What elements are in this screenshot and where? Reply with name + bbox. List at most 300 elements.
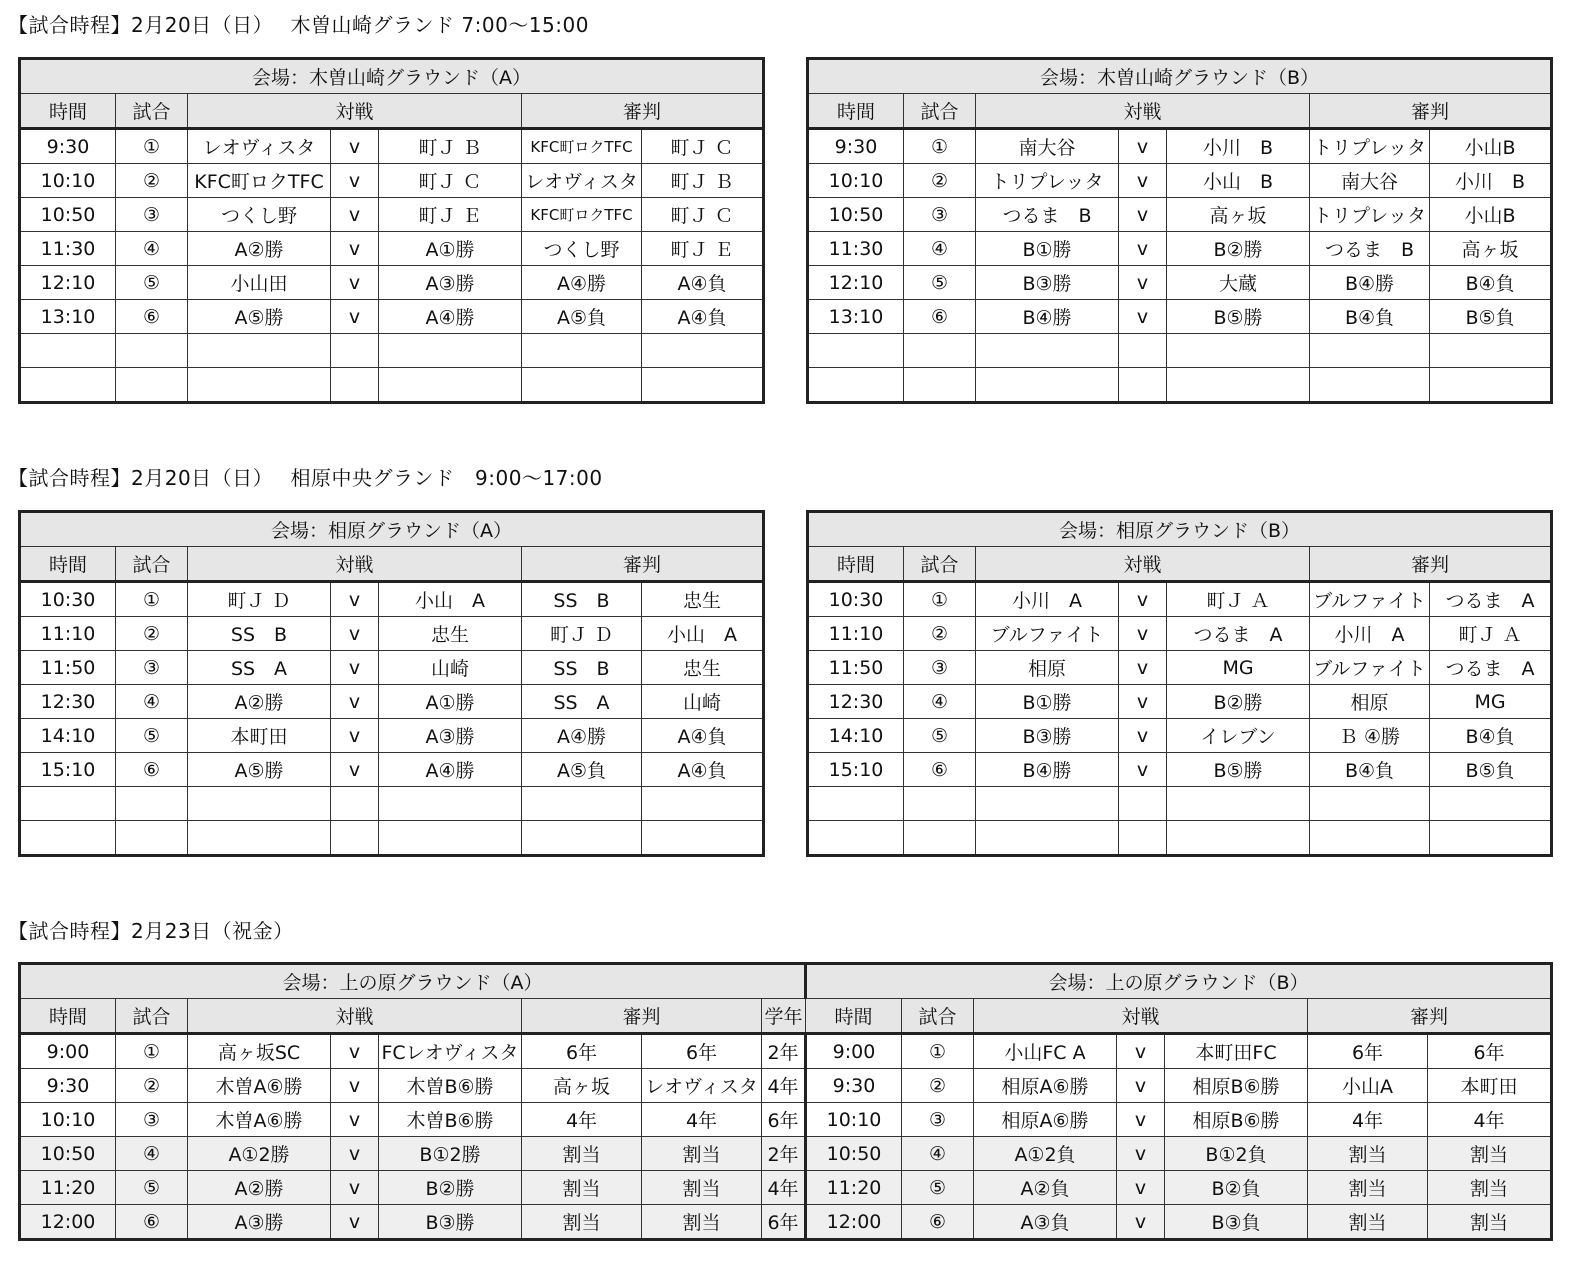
referee-cell-1 [522,787,642,821]
versus-cell: v [1117,1137,1165,1171]
versus-cell: v [331,685,379,719]
referee-cell-2: 4年 [1428,1103,1552,1137]
team-away-cell: B②負 [1165,1171,1308,1205]
col-referee: 審判 [522,547,764,582]
time-cell: 11:30 [808,232,904,266]
referee-cell-2: MG [1430,685,1552,719]
time-cell: 9:00 [806,1034,902,1069]
match-number-cell: ① [116,129,188,164]
table-row [808,164,1552,198]
team-home-cell: SS B [188,617,331,651]
team-home-cell: A②勝 [188,232,331,266]
time-cell: 11:20 [20,1171,116,1205]
match-number-cell: ③ [116,651,188,685]
team-home-cell: SS A [188,651,331,685]
time-cell: 9:30 [20,1069,116,1103]
referee-cell-2: A④負 [642,266,764,300]
col-grade: 学年 [762,999,806,1034]
team-home-cell: 木曽A⑥勝 [188,1069,331,1103]
time-cell [808,787,904,821]
team-away-cell: 町Ｊ Ｅ [379,198,522,232]
match-number-cell: ③ [116,198,188,232]
versus-cell: v [1119,232,1167,266]
time-cell: 10:10 [808,164,904,198]
match-number-cell: ④ [904,232,976,266]
referee-cell-2: 町Ｊ Ｂ [642,164,764,198]
time-cell [808,334,904,368]
match-number-cell: ② [116,1069,188,1103]
team-home-cell: B④勝 [976,753,1119,787]
team-home-cell: A②勝 [188,1171,331,1205]
col-match: 試合 [904,547,976,582]
team-away-cell: 大蔵 [1167,266,1310,300]
match-number-cell: ② [116,164,188,198]
referee-cell-1: Ｂ ④勝 [1310,719,1430,753]
team-away-cell: 小川 B [1167,129,1310,164]
col-versus: 対戦 [976,94,1310,129]
versus-cell: v [331,1069,379,1103]
versus-cell: v [1119,582,1167,617]
referee-cell-2: 小山B [1430,129,1552,164]
versus-cell: v [331,582,379,617]
referee-cell-1: A⑤負 [522,753,642,787]
schedule-table-kiso-b [806,57,1553,404]
versus-cell: v [331,1103,379,1137]
match-number-cell: ② [902,1069,974,1103]
match-number-cell: ⑥ [904,300,976,334]
table-row [20,617,764,651]
referee-cell-2: 町Ｊ Ａ [1430,617,1552,651]
versus-cell: v [331,753,379,787]
team-away-cell: B②勝 [379,1171,522,1205]
time-cell: 13:10 [808,300,904,334]
team-home-cell [188,821,331,856]
versus-cell: v [331,1171,379,1205]
time-cell: 14:10 [20,719,116,753]
team-away-cell: B②勝 [1167,685,1310,719]
versus-cell [1119,368,1167,403]
referee-cell-1: SS B [522,651,642,685]
team-home-cell [188,787,331,821]
versus-cell: v [331,719,379,753]
team-away-cell: A①勝 [379,685,522,719]
versus-cell: v [1117,1034,1165,1069]
versus-cell: v [1119,753,1167,787]
table-row [808,685,1552,719]
team-away-cell: つるま A [1167,617,1310,651]
team-home-cell: 本町田 [188,719,331,753]
referee-cell-2: B⑤負 [1430,300,1552,334]
col-versus: 対戦 [974,999,1308,1034]
table-row [20,300,764,334]
grade-cell: 6年 [762,1103,806,1137]
referee-cell-2: 割当 [642,1171,762,1205]
grade-cell: 2年 [762,1137,806,1171]
team-home-cell: トリプレッタ [976,164,1119,198]
match-number-cell: ⑤ [902,1171,974,1205]
match-number-cell: ③ [904,198,976,232]
referee-cell-2: B④負 [1430,719,1552,753]
time-cell [808,821,904,856]
match-number-cell [116,334,188,368]
referee-cell-1: A④勝 [522,719,642,753]
team-home-cell: B③勝 [976,266,1119,300]
referee-cell-1: つくし野 [522,232,642,266]
team-away-cell: 小山 A [379,582,522,617]
team-home-cell: 町Ｊ Ｄ [188,582,331,617]
col-match: 試合 [116,999,188,1034]
venue-title-a: 会場：上の原グラウンド（A） [20,964,806,999]
table-row [20,719,764,753]
match-number-cell: ⑥ [116,300,188,334]
team-home-cell: B①勝 [976,232,1119,266]
time-cell: 10:30 [808,582,904,617]
team-away-cell: 相原B⑥勝 [1165,1069,1308,1103]
referee-cell-2: 忠生 [642,582,764,617]
match-number-cell: ④ [904,685,976,719]
referee-cell-2: 町Ｊ Ｃ [642,129,764,164]
referee-cell-2: B⑤負 [1430,753,1552,787]
match-number-cell: ④ [902,1137,974,1171]
team-home-cell: 相原A⑥勝 [974,1103,1117,1137]
team-away-cell: 木曽B⑥勝 [379,1103,522,1137]
table-row [808,232,1552,266]
match-number-cell: ① [904,129,976,164]
col-referee: 審判 [522,94,764,129]
team-home-cell: 相原A⑥勝 [974,1069,1117,1103]
table-row [20,1205,1552,1240]
referee-cell-1: ブルファイト [1310,582,1430,617]
time-cell: 11:50 [808,651,904,685]
referee-cell-2 [1430,334,1552,368]
referee-cell-1: 割当 [522,1205,642,1240]
time-cell: 11:10 [808,617,904,651]
referee-cell-1: B④負 [1310,300,1430,334]
match-number-cell [904,368,976,403]
time-cell: 12:30 [808,685,904,719]
team-away-cell: B③負 [1165,1205,1308,1240]
team-home-cell: KFC町ロクTFC [188,164,331,198]
table-row [808,368,1552,403]
versus-cell [331,821,379,856]
time-cell: 12:10 [808,266,904,300]
team-away-cell: A④勝 [379,753,522,787]
table-row [808,651,1552,685]
referee-cell-1 [1310,334,1430,368]
time-cell: 12:00 [806,1205,902,1240]
team-away-cell: 高ヶ坂 [1167,198,1310,232]
versus-cell: v [1119,129,1167,164]
team-home-cell: A⑤勝 [188,300,331,334]
match-number-cell: ③ [116,1103,188,1137]
team-away-cell: イレブン [1167,719,1310,753]
referee-cell-1 [522,368,642,403]
referee-cell-2: 割当 [1428,1137,1552,1171]
team-away-cell: B②勝 [1167,232,1310,266]
team-home-cell: 小山FC A [974,1034,1117,1069]
table-row [808,266,1552,300]
referee-cell-1: 割当 [1308,1205,1428,1240]
referee-cell-2: 山崎 [642,685,764,719]
time-cell: 10:10 [20,1103,116,1137]
time-cell: 12:00 [20,1205,116,1240]
team-away-cell [1167,334,1310,368]
team-away-cell: 小山 B [1167,164,1310,198]
team-away-cell: B①2勝 [379,1137,522,1171]
match-number-cell: ① [902,1034,974,1069]
schedule-table-aihara-b [806,510,1553,857]
referee-cell-1: KFC町ロクTFC [522,198,642,232]
schedule-table-kiso-a [18,57,765,404]
time-cell: 9:30 [20,129,116,164]
match-number-cell: ① [904,582,976,617]
versus-cell [331,787,379,821]
referee-cell-1: トリプレッタ [1310,198,1430,232]
referee-cell-2 [642,821,764,856]
referee-cell-1: 割当 [522,1171,642,1205]
table-row [808,719,1552,753]
referee-cell-1: KFC町ロクTFC [522,129,642,164]
referee-cell-2: 町Ｊ Ｃ [642,198,764,232]
table-row [20,651,764,685]
col-versus: 対戦 [188,547,522,582]
referee-cell-2: 割当 [1428,1205,1552,1240]
referee-cell-2 [1430,821,1552,856]
time-cell [20,821,116,856]
match-number-cell [904,334,976,368]
section-header-1: 【試合時程】2月20日（日） 木曽山崎グランド 7:00～15:00 [8,13,589,37]
team-away-cell: A③勝 [379,266,522,300]
team-home-cell [188,368,331,403]
referee-cell-2: A④負 [642,753,764,787]
versus-cell: v [1117,1103,1165,1137]
versus-cell: v [331,300,379,334]
versus-cell: v [1119,266,1167,300]
team-away-cell: B③勝 [379,1205,522,1240]
versus-cell: v [1119,164,1167,198]
referee-cell-1: 小山A [1308,1069,1428,1103]
team-away-cell: 町Ｊ Ｃ [379,164,522,198]
referee-cell-2: A④負 [642,719,764,753]
team-home-cell: 高ヶ坂SC [188,1034,331,1069]
col-referee: 審判 [1310,94,1552,129]
team-away-cell: FCレオヴィスタ [379,1034,522,1069]
table-row [20,582,764,617]
grade-cell: 6年 [762,1205,806,1240]
venue-title: 会場：相原グラウンド（B） [808,512,1552,547]
versus-cell: v [1117,1171,1165,1205]
team-away-cell [379,787,522,821]
team-home-cell: つくし野 [188,198,331,232]
col-match: 試合 [904,94,976,129]
referee-cell-1: B④勝 [1310,266,1430,300]
col-time: 時間 [20,999,116,1034]
col-time: 時間 [806,999,902,1034]
table-row [20,334,764,368]
team-home-cell: 南大谷 [976,129,1119,164]
match-number-cell: ② [904,164,976,198]
table-row [20,1069,1552,1103]
match-number-cell: ⑤ [116,1171,188,1205]
referee-cell-2 [1430,368,1552,403]
col-time: 時間 [20,547,116,582]
referee-cell-1: 割当 [1308,1137,1428,1171]
team-away-cell [1167,368,1310,403]
referee-cell-2: 6年 [642,1034,762,1069]
referee-cell-2 [642,787,764,821]
schedule-table-uenohara [18,962,1553,1241]
table-row [20,685,764,719]
versus-cell: v [331,1137,379,1171]
time-cell: 9:30 [806,1069,902,1103]
team-away-cell [379,334,522,368]
team-home-cell: A②勝 [188,685,331,719]
match-number-cell [904,787,976,821]
match-number-cell [116,368,188,403]
match-number-cell: ① [116,582,188,617]
time-cell [20,787,116,821]
referee-cell-2: 割当 [642,1137,762,1171]
team-away-cell: 相原B⑥勝 [1165,1103,1308,1137]
versus-cell: v [1119,198,1167,232]
time-cell [20,368,116,403]
referee-cell-1: 4年 [522,1103,642,1137]
match-number-cell [116,821,188,856]
team-home-cell [976,787,1119,821]
versus-cell: v [331,164,379,198]
schedule-table-aihara-a [18,510,765,857]
referee-cell-1: ブルファイト [1310,651,1430,685]
team-home-cell: 相原 [976,651,1119,685]
versus-cell [1119,787,1167,821]
match-number-cell: ③ [902,1103,974,1137]
match-number-cell: ② [904,617,976,651]
time-cell: 11:50 [20,651,116,685]
team-home-cell: レオヴィスタ [188,129,331,164]
col-versus: 対戦 [976,547,1310,582]
referee-cell-1: 4年 [1308,1103,1428,1137]
referee-cell-2: A④負 [642,300,764,334]
team-home-cell: つるま B [976,198,1119,232]
time-cell: 12:30 [20,685,116,719]
versus-cell: v [1119,617,1167,651]
team-away-cell: 山崎 [379,651,522,685]
venue-title: 会場：相原グラウンド（A） [20,512,764,547]
team-away-cell: A①勝 [379,232,522,266]
time-cell: 12:10 [20,266,116,300]
table-row [20,753,764,787]
time-cell: 10:10 [20,164,116,198]
referee-cell-1: A④勝 [522,266,642,300]
table-row [20,266,764,300]
team-away-cell: 忠生 [379,617,522,651]
referee-cell-1: SS A [522,685,642,719]
team-away-cell: A③勝 [379,719,522,753]
match-number-cell: ④ [116,1137,188,1171]
time-cell: 10:50 [20,1137,116,1171]
referee-cell-1: SS B [522,582,642,617]
referee-cell-1: 高ヶ坂 [522,1069,642,1103]
table-row [20,821,764,856]
versus-cell: v [1117,1205,1165,1240]
match-number-cell [904,821,976,856]
match-number-cell [116,787,188,821]
versus-cell: v [331,1205,379,1240]
team-away-cell: B⑤勝 [1167,753,1310,787]
section-header-2: 【試合時程】2月20日（日） 相原中央グランド 9:00～17:00 [8,466,603,490]
referee-cell-2: 本町田 [1428,1069,1552,1103]
referee-cell-1 [522,334,642,368]
team-away-cell: B⑤勝 [1167,300,1310,334]
table-row [20,787,764,821]
col-time: 時間 [808,94,904,129]
section-header-3: 【試合時程】2月23日（祝金） [8,919,294,943]
referee-cell-2: 忠生 [642,651,764,685]
referee-cell-1 [1310,368,1430,403]
referee-cell-1: 割当 [522,1137,642,1171]
versus-cell [331,334,379,368]
team-away-cell [1167,787,1310,821]
team-home-cell [976,368,1119,403]
team-home-cell: ブルファイト [976,617,1119,651]
time-cell: 10:50 [20,198,116,232]
team-home-cell: B④勝 [976,300,1119,334]
versus-cell: v [1119,685,1167,719]
table-row [808,129,1552,164]
referee-cell-1 [522,821,642,856]
venue-title-b: 会場：上の原グラウンド（B） [806,964,1552,999]
match-number-cell: ⑤ [904,266,976,300]
time-cell: 13:10 [20,300,116,334]
versus-cell: v [1119,300,1167,334]
referee-cell-1: B④負 [1310,753,1430,787]
team-away-cell: 木曽B⑥勝 [379,1069,522,1103]
table-row [20,232,764,266]
col-versus: 対戦 [188,999,522,1034]
grade-cell: 4年 [762,1171,806,1205]
match-number-cell: ⑥ [116,1205,188,1240]
versus-cell: v [331,617,379,651]
match-number-cell: ④ [116,685,188,719]
team-away-cell: B①2負 [1165,1137,1308,1171]
team-away-cell [379,368,522,403]
team-home-cell: 木曽A⑥勝 [188,1103,331,1137]
table-row [808,300,1552,334]
table-row [20,198,764,232]
team-home-cell: A③勝 [188,1205,331,1240]
team-home-cell: B③勝 [976,719,1119,753]
team-away-cell: 町Ｊ Ｂ [379,129,522,164]
table-row [20,1103,1552,1137]
referee-cell-2: 町Ｊ Ｅ [642,232,764,266]
table-row [20,164,764,198]
referee-cell-1: トリプレッタ [1310,129,1430,164]
referee-cell-2: 小山 A [642,617,764,651]
time-cell: 15:10 [20,753,116,787]
versus-cell [1119,821,1167,856]
referee-cell-2: 高ヶ坂 [1430,232,1552,266]
referee-cell-2: つるま A [1430,651,1552,685]
referee-cell-1: 6年 [522,1034,642,1069]
referee-cell-2: 割当 [1428,1171,1552,1205]
referee-cell-2: 4年 [642,1103,762,1137]
col-referee: 審判 [522,999,762,1034]
referee-cell-2: 小山B [1430,198,1552,232]
grade-cell: 4年 [762,1069,806,1103]
table-row [20,1137,1552,1171]
referee-cell-1 [1310,821,1430,856]
time-cell: 10:50 [806,1137,902,1171]
